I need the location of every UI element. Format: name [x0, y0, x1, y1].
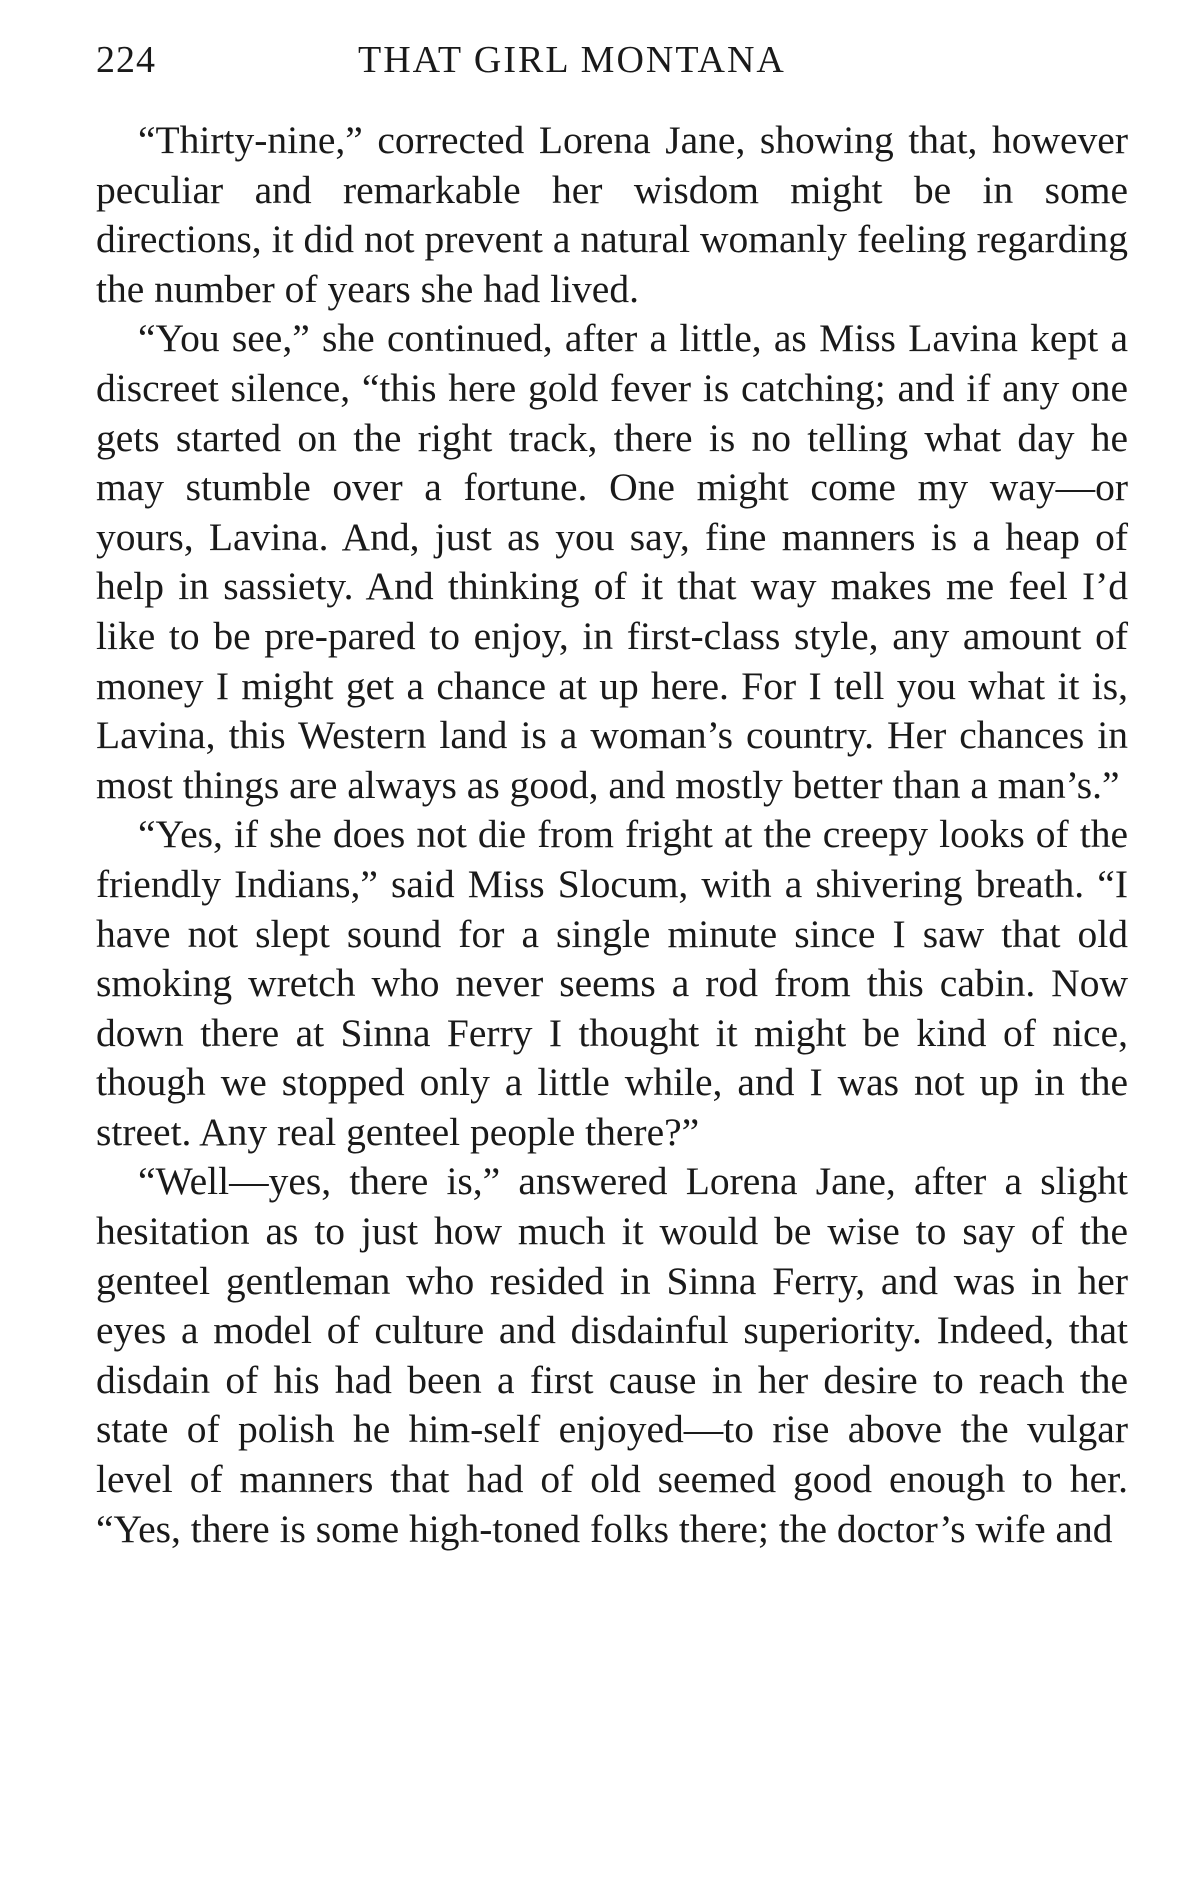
book-title: THAT GIRL MONTANA [358, 39, 786, 81]
running-head [96, 38, 1128, 94]
paragraph: “You see,” she continued, after a little, as Miss Lavina kept a discreet silence, “this here gold fever is catching; and if any one gets started on the right track, there is no telling what day he may stumble over a fortune. One might come my way—or yours, Lavina. And, just as you say, fine manners is a heap of help in sassiety. And thinking of it that way makes me feel I’d like to be pre-pared to enjoy, in first-class style, any amount of money I might get a chance at up here. For I tell you what it is, Lavina, this Western land is a woman’s country. Her chances in most things are always as good, and mostly better than a man’s.” [96, 316, 1128, 807]
paragraph: “Thirty-nine,” corrected Lorena Jane, showing that, however peculiar and remarkable her wisdom might be in some directions, it did not prevent a natural womanly feeling regarding the number of years she had lived. [96, 118, 1128, 311]
page-number: 224 [96, 39, 156, 81]
body-text [96, 116, 1128, 1554]
paragraph: “Well—yes, there is,” answered Lorena Jane, after a slight hesitation as to just how much it would be wise to say of the genteel gentleman who resided in Sinna Ferry, and was in her eyes a model of culture and disdainful superiority. Indeed, that disdain of his had been a first cause in her desire to reach the state of polish he him-self enjoyed—to rise above the vulgar level of manners that had of old seemed good enough to her. “Yes, there is some high-toned folks there; the doctor’s wife and [96, 1159, 1128, 1551]
paragraph: “Yes, if she does not die from fright at the creepy looks of the friendly Indians,” said Miss Slocum, with a shivering breath. “I have not slept sound for a single minute since I saw that old smoking wretch who never seems a rod from this cabin. Now down there at Sinna Ferry I thought it might be kind of nice, though we stopped only a little while, and I was not up in the street. Any real genteel people there?” [96, 812, 1128, 1154]
